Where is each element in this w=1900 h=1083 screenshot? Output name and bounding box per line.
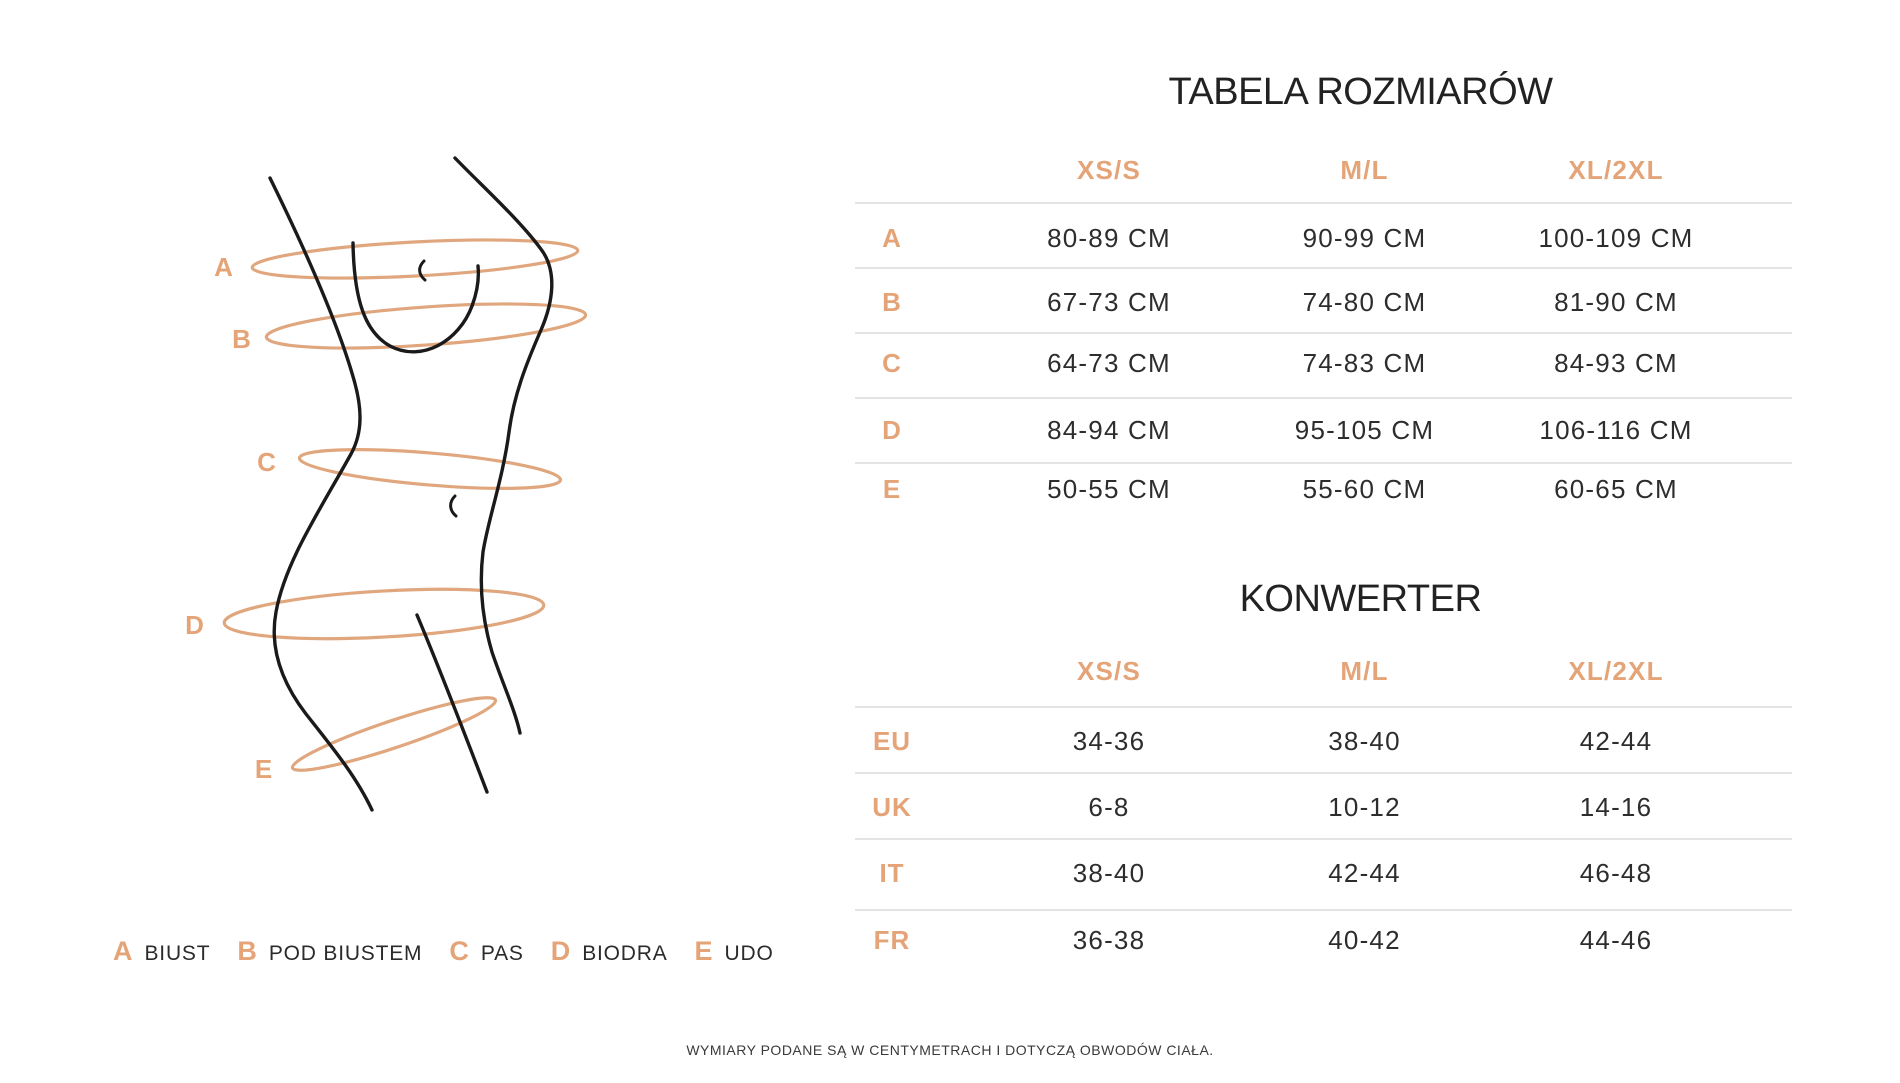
size-table-row-d bbox=[855, 413, 1792, 447]
converter-header-row bbox=[855, 654, 1792, 688]
row-label: IT bbox=[879, 858, 905, 888]
measurement-legend bbox=[113, 936, 774, 967]
nipple-mark bbox=[420, 261, 425, 280]
separator-line bbox=[855, 267, 1792, 269]
converter-row-eu bbox=[855, 724, 1792, 758]
separator-line bbox=[855, 909, 1792, 911]
legend-item-thigh bbox=[695, 936, 774, 967]
row-label: EU bbox=[872, 726, 912, 756]
size-cell: 50-55 CM bbox=[1047, 474, 1171, 504]
separator-line bbox=[855, 397, 1792, 399]
body-measurement-figure bbox=[0, 0, 640, 880]
size-cell: 90-99 CM bbox=[1302, 223, 1427, 253]
column-header-m-l: M/L bbox=[1340, 155, 1389, 185]
legend-label: POD BIUSTEM bbox=[268, 942, 423, 965]
size-cell: 38-40 bbox=[1328, 726, 1401, 756]
row-label: UK bbox=[872, 792, 912, 822]
legend-item-bust bbox=[113, 936, 210, 967]
separator-line bbox=[855, 772, 1792, 774]
size-cell: 34-36 bbox=[1072, 726, 1146, 756]
column-header-m-l: M/L bbox=[1340, 656, 1389, 686]
size-table-row-e bbox=[855, 472, 1792, 506]
footer-note: WYMIARY PODANE SĄ W CENTYMETRACH I DOTYCZĄ OBWODÓW CIAŁA. bbox=[686, 1042, 1214, 1058]
converter-table-title: KONWERTER bbox=[1239, 578, 1482, 620]
figure-label-b: B bbox=[232, 324, 252, 354]
size-cell: 6-8 bbox=[1088, 792, 1130, 822]
size-cell: 74-83 CM bbox=[1302, 348, 1427, 378]
body-outline-breast bbox=[353, 243, 478, 352]
column-header-xl-2xl: XL/2XL bbox=[1568, 656, 1664, 686]
row-label: B bbox=[882, 287, 902, 317]
size-table-title: TABELA ROZMIARÓW bbox=[1168, 71, 1553, 113]
figure-label-d: D bbox=[185, 610, 205, 640]
size-cell: 95-105 CM bbox=[1294, 415, 1435, 445]
size-cell: 38-40 bbox=[1072, 858, 1146, 888]
legend-letter: B bbox=[237, 936, 258, 966]
size-cell: 42-44 bbox=[1328, 858, 1401, 888]
legend-item-waist bbox=[449, 936, 523, 967]
body-outline-left-side bbox=[270, 178, 372, 810]
separator-line bbox=[855, 706, 1792, 708]
legend-label: BIODRA bbox=[582, 942, 668, 965]
separator-line bbox=[855, 462, 1792, 464]
converter-row-fr bbox=[855, 923, 1792, 957]
size-cell: 60-65 CM bbox=[1554, 474, 1678, 504]
row-label: A bbox=[882, 223, 902, 253]
row-label: C bbox=[882, 348, 902, 378]
measurement-ellipse-underbust bbox=[265, 296, 587, 356]
size-cell: 46-48 bbox=[1579, 858, 1653, 888]
size-table-row-c bbox=[855, 346, 1792, 380]
size-table-header-row bbox=[855, 153, 1792, 187]
size-cell: 10-12 bbox=[1328, 792, 1401, 822]
column-header-xs-s: XS/S bbox=[1076, 155, 1142, 185]
size-cell: 14-16 bbox=[1579, 792, 1653, 822]
column-header-xs-s: XS/S bbox=[1076, 656, 1142, 686]
legend-letter: E bbox=[694, 936, 714, 966]
row-label: D bbox=[882, 415, 902, 445]
figure-label-e: E bbox=[254, 754, 274, 784]
size-cell: 84-93 CM bbox=[1554, 348, 1678, 378]
legend-item-underbust bbox=[237, 936, 422, 967]
size-table-row-a bbox=[855, 221, 1792, 255]
tables-panel bbox=[855, 0, 1792, 1083]
converter-row-uk bbox=[855, 790, 1792, 824]
legend-letter: A bbox=[113, 936, 134, 966]
legend-label: UDO bbox=[724, 942, 774, 965]
measurement-ellipse-waist bbox=[298, 442, 562, 496]
size-cell: 55-60 CM bbox=[1302, 474, 1427, 504]
size-cell: 44-46 bbox=[1579, 925, 1653, 955]
size-cell: 64-73 CM bbox=[1047, 348, 1171, 378]
legend-letter: D bbox=[550, 936, 572, 966]
size-cell: 81-90 CM bbox=[1554, 287, 1678, 317]
size-cell: 100-109 CM bbox=[1538, 223, 1694, 253]
separator-line bbox=[855, 332, 1792, 334]
size-cell: 36-38 bbox=[1072, 925, 1146, 955]
size-table-row-b bbox=[855, 285, 1792, 319]
body-outline-inner-leg bbox=[417, 615, 487, 792]
separator-line bbox=[855, 838, 1792, 840]
size-cell: 67-73 CM bbox=[1047, 287, 1171, 317]
row-label: E bbox=[882, 474, 902, 504]
legend-letter: C bbox=[449, 936, 470, 966]
size-cell: 42-44 bbox=[1579, 726, 1653, 756]
separator-line bbox=[855, 202, 1792, 204]
converter-row-it bbox=[855, 856, 1792, 890]
size-cell: 74-80 CM bbox=[1302, 287, 1427, 317]
measurement-ellipse-hips bbox=[223, 582, 545, 646]
body-outline-right-side bbox=[455, 158, 552, 733]
size-cell: 84-94 CM bbox=[1047, 415, 1171, 445]
size-cell: 106-116 CM bbox=[1539, 415, 1693, 445]
figure-label-a: A bbox=[214, 252, 234, 282]
legend-label: BIUST bbox=[144, 942, 211, 965]
size-cell: 40-42 bbox=[1328, 925, 1401, 955]
navel-mark bbox=[451, 496, 456, 516]
figure-label-c: C bbox=[257, 447, 277, 477]
column-header-xl-2xl: XL/2XL bbox=[1568, 155, 1664, 185]
size-cell: 80-89 CM bbox=[1047, 223, 1171, 253]
legend-item-hips bbox=[551, 936, 668, 967]
legend-label: PAS bbox=[480, 942, 524, 965]
row-label: FR bbox=[873, 925, 911, 955]
